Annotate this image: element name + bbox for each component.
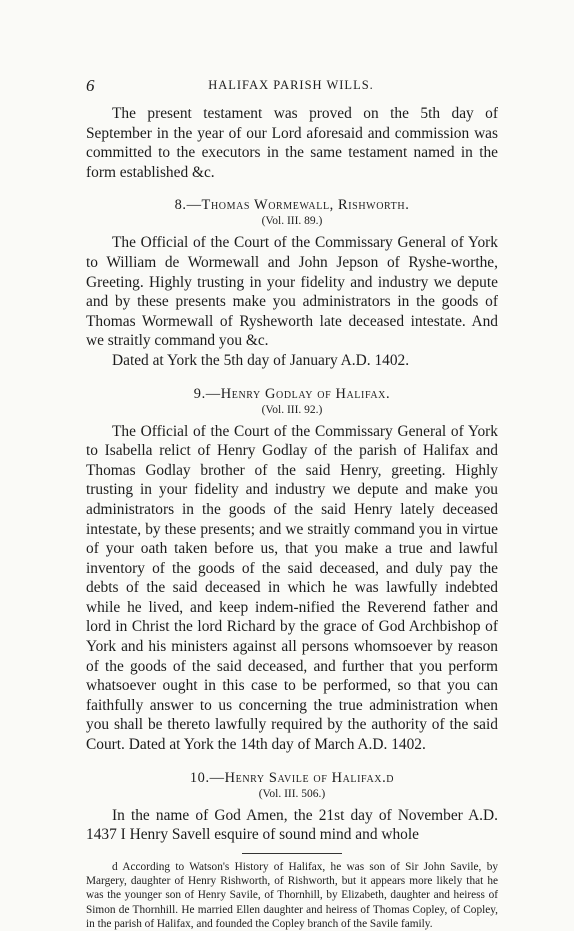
section-title: 10.—Henry Savile of Halifax.d <box>189 769 395 786</box>
dated-line: Dated at York the 5th day of January A.D. 1402. <box>112 351 410 369</box>
section-reference: (Vol. III. 92.) <box>261 403 323 416</box>
footnote: d According to Watson's History of Halifax, he was son of Sir John Savile, by Margery, daughter of Henry Rishworth, of Rishworth, but it appears more likely that he was the younger son of Henry Savile, of Thornhill, by Elizabeth, daughter and heiress of Simon de Thornhill. He married Ellen daughter and heiress of Thomas Copley, of Copley, in the parish of Halifax, and founded the Copley branch of the Savile family. <box>86 860 498 930</box>
section-reference: (Vol. III. 506.) <box>258 787 326 800</box>
section-paragraph: In the name of God Amen, the 21st day of November A.D. 1437 I Henry Savell esquire of sound mind and whole <box>86 806 498 844</box>
page-number: 6 <box>86 76 95 95</box>
section-title: 9.—Henry Godlay of Halifax. <box>193 385 391 402</box>
footnote-divider <box>242 853 342 854</box>
section-paragraph: The Official of the Court of the Commissary General of York to William de Wormewall and John Jepson of Ryshe-worthe, Greeting. Highly trusting in your fidelity and industry we depute and by these presents make you administrators in the goods of Thomas Wormewall of Rysheworth late deceased intestate. And we straitly command you &c. <box>86 234 498 350</box>
section-title: 8.—Thomas Wormewall, Rishworth. <box>174 197 410 214</box>
running-title: HALIFAX PARISH WILLS. <box>208 78 374 92</box>
page-body <box>86 104 498 931</box>
section-paragraph: The Official of the Court of the Commissary General of York to Isabella relict of Henry Godlay of the parish of Halifax and Thomas Godlay brother of the said Henry, greeting. Highly trusting in your fidelity and industry we depute and make you administrators in the goods of the said Henry lately deceased intestate, by these presents; and we straitly command you in virtue of your oath taken before us, that you make a true and lawful inventory of the goods of the said deceased, and duly pay the debts of the said deceased in which he was lawfully indebted while he lived, and keep indem-nified the Reverend father and lord in Christ the lord Richard by the grace of God Archbishop of York and his ministers against all persons whomsoever by reason of the goods of the said deceased, and further that you perform whatsoever ought in this case to be performed, so that you can faithfully answer to us concerning the true administration when you shall be thereto lawfully required by the authority of the said Court. Dated at York the 14th day of March A.D. 1402. <box>86 422 498 754</box>
section-reference: (Vol. III. 89.) <box>261 215 323 228</box>
page-header <box>86 76 496 96</box>
intro-paragraph: The present testament was proved on the 5th day of September in the year of our Lord aforesaid and commission was committed to the executors in the same testament named in the form established &c. <box>86 105 498 181</box>
